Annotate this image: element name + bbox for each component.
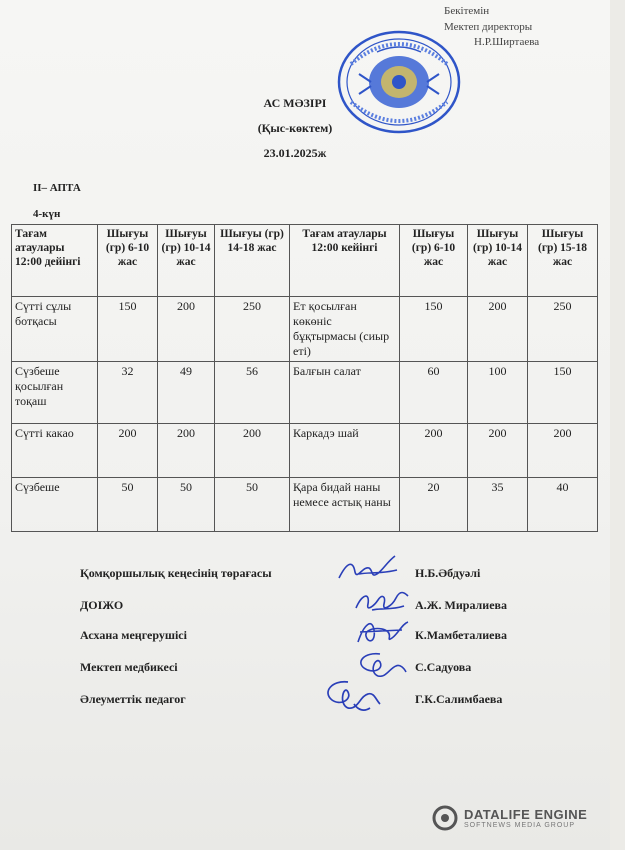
value-cell: 49 xyxy=(158,362,215,424)
signature-name: А.Ж. Миралиева xyxy=(415,598,508,612)
table-row xyxy=(12,478,598,532)
value-cell: 250 xyxy=(215,297,290,362)
signature-role: Әлеуметтік педагог xyxy=(80,692,186,706)
value-cell: 200 xyxy=(528,424,598,478)
value-cell: 150 xyxy=(400,297,468,362)
value-cell: 35 xyxy=(468,478,528,532)
dish-cell: Сүзбеше xyxy=(12,478,98,532)
approval-line-2: Мектеп директоры xyxy=(444,20,533,33)
value-cell: 40 xyxy=(528,478,598,532)
value-cell: 200 xyxy=(215,424,290,478)
value-cell: 50 xyxy=(98,478,158,532)
dish-cell: Ет қосылған көкөніс бұқтырмасы (сиыр еті) xyxy=(290,297,400,362)
datalife-watermark xyxy=(432,805,587,831)
signature-name: Г.К.Салимбаева xyxy=(415,692,503,706)
header-cell: Шығуы (гр) 10-14 жас xyxy=(158,225,215,297)
dish-cell: Сүзбеше қосылған тоқаш xyxy=(12,362,98,424)
dish-cell: Сүтті какао xyxy=(12,424,98,478)
value-cell: 200 xyxy=(468,424,528,478)
dish-cell: Балғын салат xyxy=(290,362,400,424)
value-cell: 200 xyxy=(98,424,158,478)
value-cell: 60 xyxy=(400,362,468,424)
week-label: II– АПТА xyxy=(33,182,81,194)
signature-row xyxy=(0,566,610,586)
value-cell: 250 xyxy=(528,297,598,362)
datalife-logo-icon xyxy=(432,805,458,831)
value-cell: 200 xyxy=(400,424,468,478)
dish-cell: Каркадэ шай xyxy=(290,424,400,478)
header-cell: Шығуы (гр) 15-18 жас xyxy=(528,225,598,297)
date-label: 23.01.2025ж xyxy=(263,146,327,160)
signature-name: К.Мамбеталиева xyxy=(415,628,507,642)
dish-cell: Сүтті сұлы ботқасы xyxy=(12,297,98,362)
watermark-brand: DATALIFE ENGINE xyxy=(464,807,588,822)
signature-row xyxy=(0,660,610,680)
page-title: АС МӘЗІРІ xyxy=(263,96,327,110)
signature-role: Мектеп медбикесі xyxy=(80,660,178,674)
value-cell: 32 xyxy=(98,362,158,424)
value-cell: 100 xyxy=(468,362,528,424)
signature-name: С.Садуова xyxy=(415,660,472,674)
value-cell: 200 xyxy=(158,297,215,362)
header-cell: Шығуы (гр) 14-18 жас xyxy=(215,225,290,297)
approval-line-1: Бекітемін xyxy=(444,5,490,17)
header-cell: Шығуы (гр) 6-10 жас xyxy=(98,225,158,297)
value-cell: 150 xyxy=(528,362,598,424)
watermark-sub: SOFTNEWS MEDIA GROUP xyxy=(464,822,576,829)
signature-row xyxy=(0,628,610,648)
handwritten-signature xyxy=(318,674,388,714)
approval-line-3: Н.Р.Ширтаева xyxy=(474,36,540,48)
table-row xyxy=(12,297,598,362)
school-seal-stamp xyxy=(337,24,467,134)
signature-role: Асхана меңгерушісі xyxy=(80,628,187,642)
signature-role: Қомқоршылық кеңесінің төрағасы xyxy=(80,566,272,580)
header-cell: Шығуы (гр) 10-14 жас xyxy=(468,225,528,297)
signature-role: ДОІЖО xyxy=(80,598,124,612)
table-row xyxy=(12,362,598,424)
value-cell: 50 xyxy=(215,478,290,532)
header-cell: Шығуы (гр) 6-10 жас xyxy=(400,225,468,297)
dish-cell: Қара бидай наны немесе астық наны xyxy=(290,478,400,532)
value-cell: 20 xyxy=(400,478,468,532)
season-label: (Қыс-көктем) xyxy=(257,121,333,135)
signature-row xyxy=(0,598,610,618)
value-cell: 150 xyxy=(98,297,158,362)
signature-name: Н.Б.Әбдуәлі xyxy=(415,566,481,580)
value-cell: 56 xyxy=(215,362,290,424)
value-cell: 200 xyxy=(468,297,528,362)
handwritten-signature xyxy=(335,552,405,586)
header-cell: Тағам атаулары 12:00 дейінгі xyxy=(12,225,98,297)
table-row xyxy=(12,424,598,478)
table-header-row xyxy=(12,225,598,297)
signature-row xyxy=(0,692,610,712)
value-cell: 200 xyxy=(158,424,215,478)
value-cell: 50 xyxy=(158,478,215,532)
handwritten-signature xyxy=(352,614,412,650)
header-cell: Тағам атаулары 12:00 кейінгі xyxy=(290,225,400,297)
menu-table xyxy=(11,224,598,532)
day-label: 4-күн xyxy=(33,208,61,220)
